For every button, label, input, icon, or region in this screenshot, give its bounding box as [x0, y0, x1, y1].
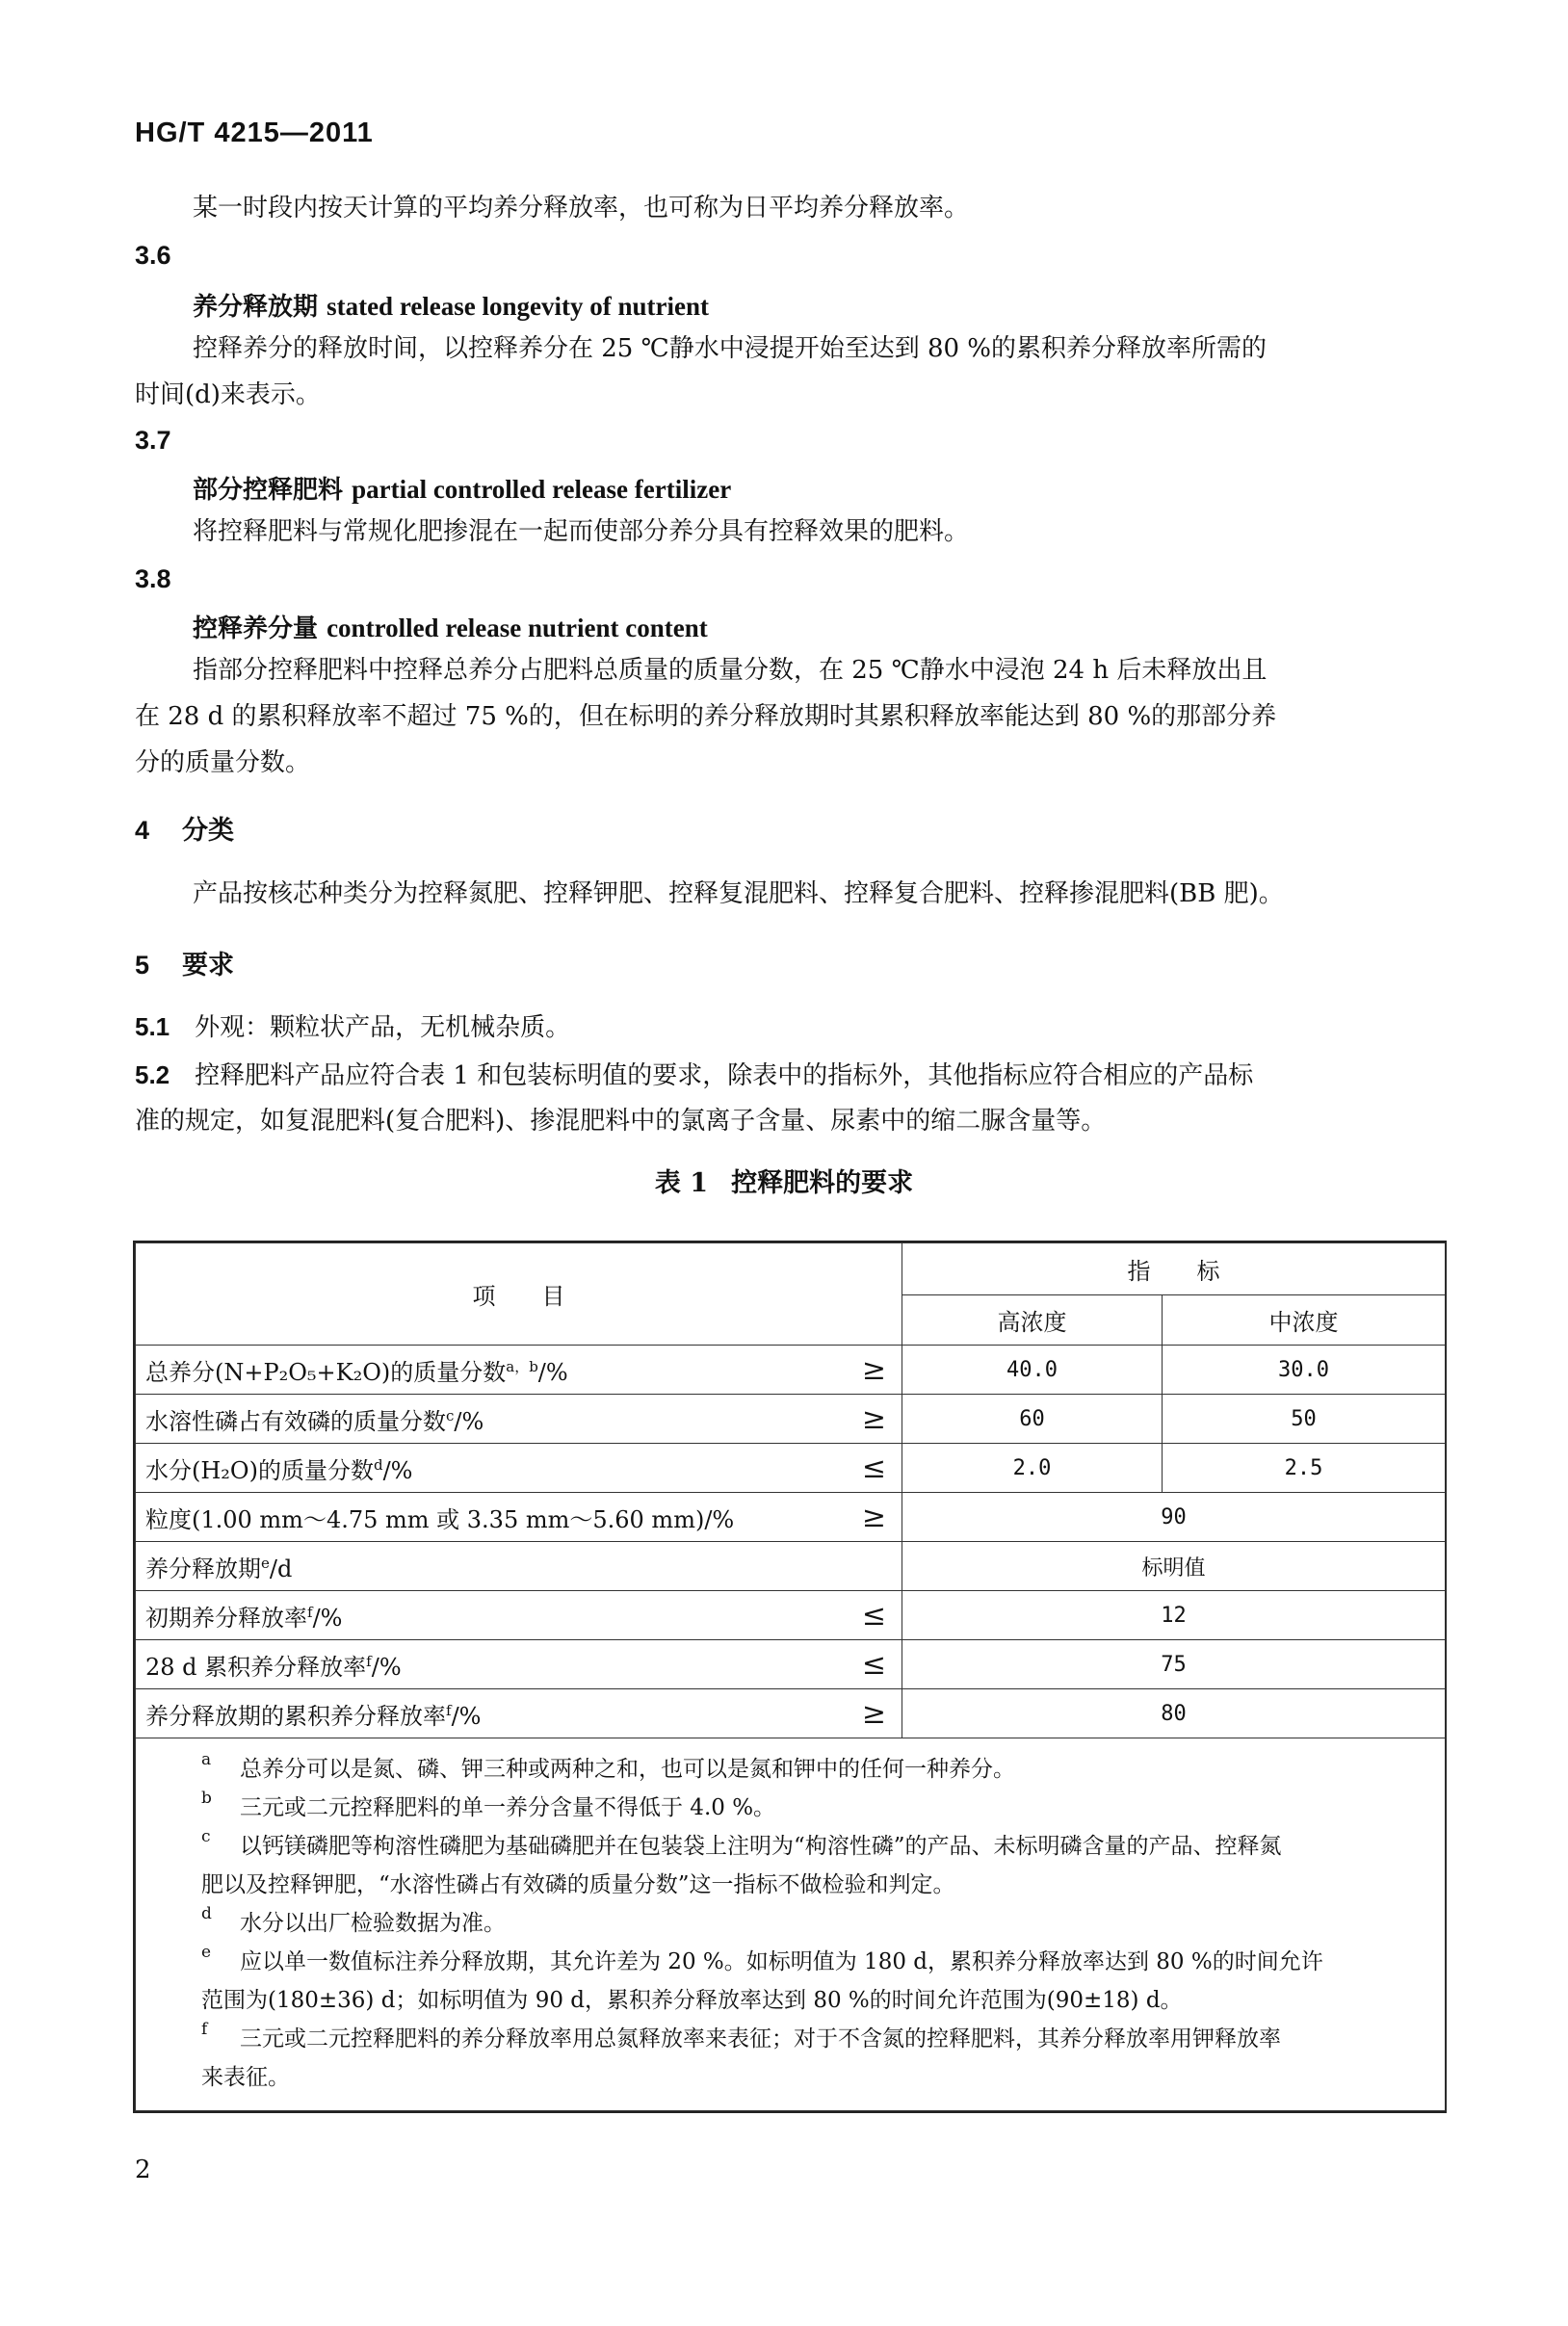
- section-title: 要求: [182, 951, 235, 980]
- clause-text-continued: 准的规定，如复混肥料(复合肥料)、掺混肥料中的氯离子含量、尿素中的缩二脲含量等。: [135, 1107, 1107, 1136]
- footnote-ref: f: [446, 1701, 452, 1719]
- footnote-ref: a，b: [506, 1357, 538, 1375]
- footnote-line: 三元或二元控释肥料的单一养分含量不得低于 4.0 %。: [240, 1795, 776, 1820]
- section-heading-4: [135, 809, 234, 847]
- section-heading-5: [135, 944, 234, 981]
- table-title: 控释肥料的要求: [731, 1168, 914, 1198]
- clause-text: 控释肥料产品应符合表 1 和包装标明值的要求，除表中的指标外，其他指标应符合相应的产品标: [195, 1061, 1254, 1090]
- clause-5-1: [135, 1007, 570, 1047]
- footnote-line: 水分以出厂检验数据为准。: [240, 1911, 506, 1936]
- table-notes: [136, 1738, 1445, 2110]
- header-mid-concentration: 中浓度: [1163, 1295, 1446, 1346]
- footnote-mark: e: [201, 1943, 212, 1962]
- footnote-line: 三元或二元控释肥料的养分释放率用总氮释放率来表征；对于不含氮的控释肥料，其养分释放率用钾释放率: [240, 2026, 1281, 2052]
- footnote-ref: f: [307, 1603, 313, 1621]
- comparison-symbol: ≥: [861, 1696, 886, 1731]
- header-high-concentration: 高浓度: [902, 1295, 1163, 1346]
- item-label: 28 d 累积养分释放率: [145, 1653, 367, 1681]
- table-footnote: [136, 1750, 1445, 1789]
- table-row: [136, 1689, 1446, 1738]
- clause-number: 5.1: [135, 1012, 170, 1041]
- item-unit: /d: [269, 1555, 293, 1582]
- item-cell: [136, 1444, 902, 1493]
- header-index: 指 标: [902, 1243, 1446, 1295]
- table-footnote: [136, 2020, 1445, 2097]
- term-cn: 养分释放期: [193, 293, 319, 322]
- term-en: controlled release nutrient content: [327, 614, 708, 642]
- term-3-7: [193, 470, 731, 506]
- item-cell: [136, 1542, 902, 1591]
- table-caption: [0, 1162, 1568, 1199]
- footnote-ref: e: [261, 1554, 270, 1572]
- header-item: 项 目: [136, 1243, 902, 1346]
- clause-number-3-8: 3.8: [135, 564, 171, 593]
- comparison-symbol: ≥: [861, 1401, 886, 1436]
- section-number: 5: [135, 951, 150, 980]
- section-number: 4: [135, 816, 150, 845]
- term-en: partial controlled release fertilizer: [352, 475, 732, 504]
- comparison-symbol: ≤: [861, 1647, 886, 1682]
- footnote-mark: a: [201, 1750, 212, 1769]
- term-en: stated release longevity of nutrient: [327, 292, 710, 321]
- footnote-ref: d: [373, 1455, 383, 1474]
- value-cell: 12: [902, 1591, 1446, 1640]
- term-cn: 控释养分量: [193, 614, 319, 643]
- item-unit: /%: [371, 1653, 402, 1681]
- table-row: [136, 1444, 1446, 1493]
- value-cell-mid: 30.0: [1163, 1346, 1446, 1395]
- table-row: [136, 1395, 1446, 1444]
- clause-number-3-6: 3.6: [135, 241, 171, 270]
- definition-line: 分的质量分数。: [135, 748, 311, 777]
- table-notes-cell: [136, 1738, 1446, 2111]
- requirements-table: [133, 1241, 1447, 2113]
- footnote-line: 总养分可以是氮、磷、钾三种或两种之和，也可以是氮和钾中的任何一种养分。: [240, 1757, 1015, 1782]
- definition-line: 在 28 d 的累积释放率不超过 75 %的，但在标明的养分释放期时其累积释放率能达到 80 %的那部分养: [135, 702, 1277, 731]
- clause-text: 外观：颗粒状产品，无机械杂质。: [195, 1013, 571, 1042]
- item-unit: /%: [382, 1456, 413, 1484]
- table-row: [136, 1346, 1446, 1395]
- value-cell: 75: [902, 1640, 1446, 1689]
- item-label: 粒度(1.00 mm～4.75 mm 或 3.35 mm～5.60 mm): [145, 1505, 705, 1533]
- footnote-mark: c: [201, 1827, 211, 1846]
- page-number: 2: [135, 2156, 151, 2184]
- table-footnote: [136, 1827, 1445, 1904]
- standard-number-header: HG/T 4215—2011: [135, 118, 374, 148]
- section-body: 产品按核芯种类分为控释氮肥、控释钾肥、控释复混肥料、控释复合肥料、控释掺混肥料(BB 肥)。: [193, 879, 1284, 908]
- item-unit: /%: [312, 1604, 343, 1632]
- footnote-line: 来表征。: [201, 2065, 290, 2090]
- definition-line: 时间(d)来表示。: [135, 380, 321, 409]
- definition-line: 将控释肥料与常规化肥掺混在一起而使部分养分具有控释效果的肥料。: [193, 517, 970, 546]
- item-cell: [136, 1591, 902, 1640]
- term-3-8: [193, 609, 708, 644]
- value-cell: 80: [902, 1689, 1446, 1738]
- footnote-mark: f: [201, 2020, 208, 2039]
- footnote-line: 肥以及控释钾肥，“水溶性磷占有效磷的质量分数”这一指标不做检验和判定。: [201, 1872, 955, 1897]
- clause-number-3-7: 3.7: [135, 426, 171, 455]
- definition-line: 指部分控释肥料中控释总养分占肥料总质量的质量分数，在 25 ℃静水中浸泡 24 h 后未释放出且: [193, 656, 1267, 685]
- footnote-ref: c: [446, 1406, 455, 1424]
- item-label: 初期养分释放率: [145, 1604, 307, 1632]
- table-row: [136, 1542, 1446, 1591]
- definition-line: 控释养分的释放时间，以控释养分在 25 ℃静水中浸提开始至达到 80 %的累积养分释放率所需的: [193, 334, 1267, 363]
- clause-number: 5.2: [135, 1060, 170, 1089]
- comparison-symbol: ≤: [861, 1598, 886, 1633]
- item-cell: [136, 1640, 902, 1689]
- footnote-line: 范围为(180±36) d；如标明值为 90 d，累积养分释放率达到 80 %的时间允许范围为(90±18) d。: [201, 1988, 1183, 2013]
- footnote-ref: f: [366, 1652, 372, 1670]
- value-cell-high: 40.0: [902, 1346, 1163, 1395]
- footnote-mark: d: [201, 1904, 212, 1923]
- item-cell: [136, 1689, 902, 1738]
- clause-5-2: [135, 1056, 1253, 1095]
- intro-line: 某一时段内按天计算的平均养分释放率，也可称为日平均养分释放率。: [193, 194, 970, 222]
- value-cell-high: 2.0: [902, 1444, 1163, 1493]
- value-cell: 标明值: [902, 1542, 1446, 1591]
- footnote-line: 以钙镁磷肥等枸溶性磷肥为基础磷肥并在包装袋上注明为“枸溶性磷”的产品、未标明磷含量的产品、控释氮: [240, 1834, 1282, 1859]
- item-cell: [136, 1493, 902, 1542]
- comparison-symbol: ≥: [861, 1500, 886, 1534]
- item-cell: [136, 1346, 902, 1395]
- item-unit: /%: [537, 1358, 568, 1386]
- table-row: [136, 1640, 1446, 1689]
- table-row: [136, 1591, 1446, 1640]
- table-footnote: [136, 1904, 1445, 1943]
- section-title: 分类: [182, 816, 235, 846]
- item-label: 总养分(N+P₂O₅+K₂O)的质量分数: [145, 1358, 507, 1386]
- table-row: [136, 1493, 1446, 1542]
- comparison-symbol: ≤: [861, 1450, 886, 1485]
- term-3-6: [193, 287, 709, 323]
- value-cell-mid: 50: [1163, 1395, 1446, 1444]
- footnote-mark: b: [201, 1789, 212, 1808]
- item-cell: [136, 1395, 902, 1444]
- value-cell-mid: 2.5: [1163, 1444, 1446, 1493]
- term-cn: 部分控释肥料: [193, 476, 344, 505]
- table-number: 表 1: [654, 1168, 709, 1198]
- footnote-line: 应以单一数值标注养分释放期，其允许差为 20 %。如标明值为 180 d，累积养分释放率达到 80 %的时间允许: [240, 1949, 1323, 1974]
- item-label: 养分释放期的累积养分释放率: [145, 1702, 446, 1730]
- table-footnote: [136, 1789, 1445, 1827]
- value-cell: 90: [902, 1493, 1446, 1542]
- value-cell-high: 60: [902, 1395, 1163, 1444]
- comparison-symbol: ≥: [861, 1352, 886, 1387]
- item-label: 水溶性磷占有效磷的质量分数: [145, 1407, 446, 1435]
- table-footnote: [136, 1943, 1445, 2020]
- item-label: 水分(H₂O)的质量分数: [145, 1456, 374, 1484]
- item-unit: /%: [454, 1407, 484, 1435]
- item-label: 养分释放期: [145, 1555, 261, 1582]
- item-unit: /%: [451, 1702, 482, 1730]
- item-unit: /%: [704, 1505, 735, 1533]
